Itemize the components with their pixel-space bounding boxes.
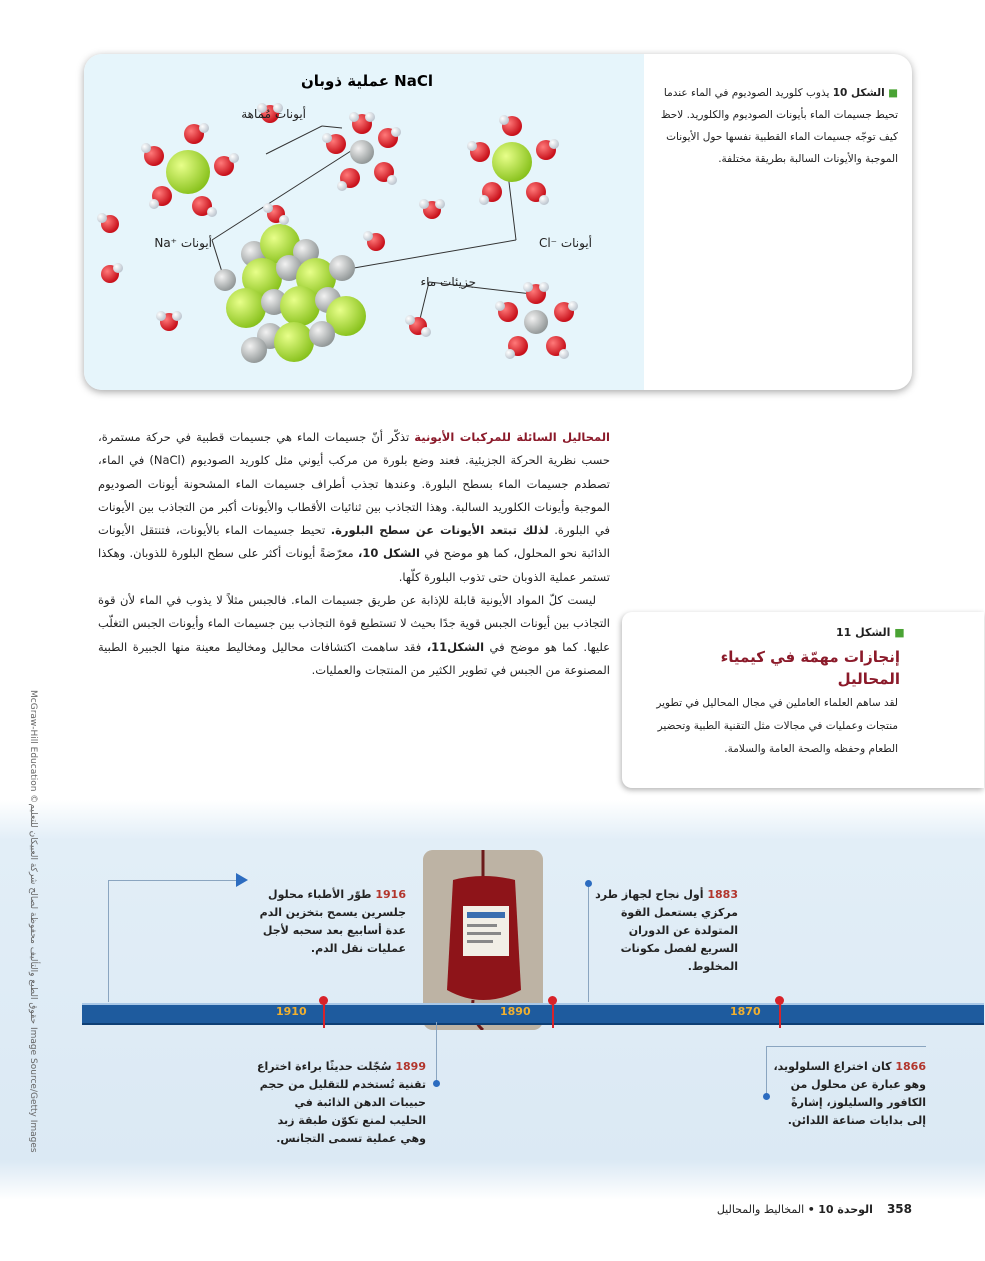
hydrated-na-ion-bottom — [495, 282, 578, 359]
tick-1910: 1910 — [276, 1005, 307, 1018]
side-credit — [22, 690, 42, 1210]
nacl-dissolving-diagram — [84, 54, 644, 390]
pin-stem — [323, 1002, 325, 1028]
connector-1866 — [766, 1046, 767, 1096]
diagram-svg — [84, 54, 644, 390]
p2-figure-ref: الشكل11، — [426, 639, 485, 654]
event-year: 1883 — [707, 888, 738, 901]
p1-text-c: معرّضةً أيونات أكثر على سطح البلورة للذوبان. وهكذا تستمر عملية الذوبان حتى تذوب البلورة كلّها. — [98, 546, 610, 584]
event-1866 — [772, 1058, 926, 1130]
connector-1883 — [588, 884, 589, 1002]
figure-10-label: الشكل 10 — [832, 87, 885, 99]
event-1899 — [256, 1058, 426, 1148]
paragraph-2 — [98, 589, 610, 682]
pin-stem — [779, 1002, 781, 1028]
pin-1916 — [319, 996, 328, 1005]
p2-text-a: ليست كلّ المواد الأيونية قابلة للإذابة عن طريق جسيمات الماء. فالجبس مثلاً لا يذوب في الماء لأن قوة التجاذب بين أيونات الجبس قوية جدًا بحيث لا تستطيع قوة التجاذب بين جسيمات الماء وأيونات الجبس التغلّب عليها. كما هو موضح في — [98, 593, 611, 654]
connector-1916 — [108, 880, 109, 1002]
unit-label: الوحدة 10 — [818, 1203, 873, 1216]
pin-stem — [552, 1002, 554, 1028]
page-footer: 358 الوحدة 10 • المخاليط والمحاليل — [716, 1202, 912, 1216]
event-text: أول نجاح لجهاز طرد مركزي يستعمل القوة المتولدة عن الدوران السريع لفصل مكونات المخلوط. — [595, 888, 738, 973]
timeline-bar — [82, 1003, 984, 1025]
free-na-ion — [214, 269, 236, 291]
body-text — [98, 426, 610, 682]
p1-text-b: تحيط جسيمات الماء بالأيونات، فتنتقل الأيونات الذائبة نحو المحلول، كما هو موضح في — [98, 523, 611, 561]
dot-1866 — [763, 1093, 770, 1100]
label-cl-ions: Cl⁻ أيونات — [538, 236, 592, 250]
paragraph-1 — [98, 426, 610, 589]
side-credit-text: McGraw-Hill Education ©حقوق الطبع والتأليف محفوظة لصالح شركة العبيكان للتعليم Image Source/Getty Images — [28, 690, 38, 1153]
dot-1883 — [585, 880, 592, 887]
p1-text-a: تذكّر أنّ جسيمات الماء هي جسيمات قطبية في حركة مستمرة، حسب نظرية الحركة الجزيئية. فعند وضع بلورة من مركب أيوني مثل كلوريد الصوديوم (NaCl) في الماء، تصطدم جسيمات الماء بسطح البلورة. وعندها تجذب أطراف جسيمات الماء المشحونة أيونات الصوديوم الموجبة وأيونات الكلوريد السالبة. وهذا التجاذب بين ثنائيات الأقطاب والأيونات أكبر من التجاذب بين الأيونات في البلورة. — [98, 430, 611, 538]
dot-1899 — [433, 1080, 440, 1087]
pin-1883 — [548, 996, 557, 1005]
event-1883 — [592, 886, 738, 976]
figure-11-title: إنجازات مهمّة في كيمياء المحاليل — [720, 648, 900, 688]
flag-icon — [236, 873, 248, 887]
connector-1899 — [436, 1022, 437, 1082]
page-number: 358 — [886, 1202, 912, 1216]
event-year: 1866 — [895, 1060, 926, 1073]
caption-bullet: ■ — [888, 87, 898, 99]
tick-1890: 1890 — [500, 1005, 531, 1018]
connector-1916-h — [108, 880, 240, 881]
figure-11-label: ■ الشكل 11 — [836, 626, 905, 639]
event-text: طوّر الأطباء محلول جلسرين يسمح بتخزين الدم عدة أسابيع بعد سحبه لأجل عمليات نقل الدم. — [259, 888, 406, 955]
event-text: كان اختراع السلولويد، وهو عبارة عن محلول من الكافور والسليلوز، إشارةً إلى بدايات صناعة اللدائن. — [773, 1060, 926, 1127]
figure-10-caption — [650, 82, 898, 170]
pin-1866 — [775, 996, 784, 1005]
figure-10-caption-text: يذوب كلوريد الصوديوم في الماء عندما تحيط جسيمات الماء بأيونات الصوديوم والكلوريد. لاحظ كيف توجّه جسيمات الماء القطبية نفسها حول الأيونات الموجبة والأيونات السالبة بطريقة مختلفة. — [660, 87, 898, 165]
event-1916 — [246, 886, 406, 958]
unit-title: المخاليط والمحاليل — [716, 1203, 805, 1216]
hydrated-na-ion — [322, 112, 401, 191]
connector-1866-h — [766, 1046, 926, 1047]
tick-1870: 1870 — [730, 1005, 761, 1018]
section-heading: المحاليل السائلة للمركبات الأيونية — [414, 430, 610, 444]
figure-11-label-text: الشكل 11 — [836, 626, 891, 639]
label-water-molecules: جزيئات ماء — [420, 275, 476, 289]
hydrated-cl-ion-right — [467, 115, 559, 205]
p1-lead: لذلك تبتعد الأيونات عن سطح البلورة. — [330, 523, 549, 538]
event-year: 1899 — [395, 1060, 426, 1073]
figure-11-text: لقد ساهم العلماء العاملين في مجال المحاليل في تطوير منتجات وعمليات في مجالات مثل التقنية الطبية وتحضير الطعام وحفظه والصحة العامة والسلامة. — [656, 697, 898, 755]
p2-text-b: فقد ساهمت اكتشافات محاليل ومخاليط معينة منها الجبيرة الطبية المصنوعة من الجبس في تطوير الكثير من المنتجات والعمليات. — [98, 639, 610, 677]
label-na-ions: Na⁺ أيونات — [154, 236, 212, 250]
label-hydrated-ions: أيونات مُماهة — [241, 107, 306, 121]
event-text: سُجّلت حديثًا براءة اختراع تقنية تُستخدم للتقليل من حجم حبيبات الدهن الذائبة في الحليب لمنع تكوّن طبقة زبد وهي عملية تسمى التجانس. — [256, 1060, 426, 1145]
p1-figure-ref: الشكل 10، — [357, 546, 420, 561]
hydrated-cl-ion-left — [141, 123, 239, 217]
diagram-title: عملية ذوبان NaCl — [300, 72, 434, 90]
nacl-crystal — [226, 224, 366, 363]
event-year: 1916 — [375, 888, 406, 901]
